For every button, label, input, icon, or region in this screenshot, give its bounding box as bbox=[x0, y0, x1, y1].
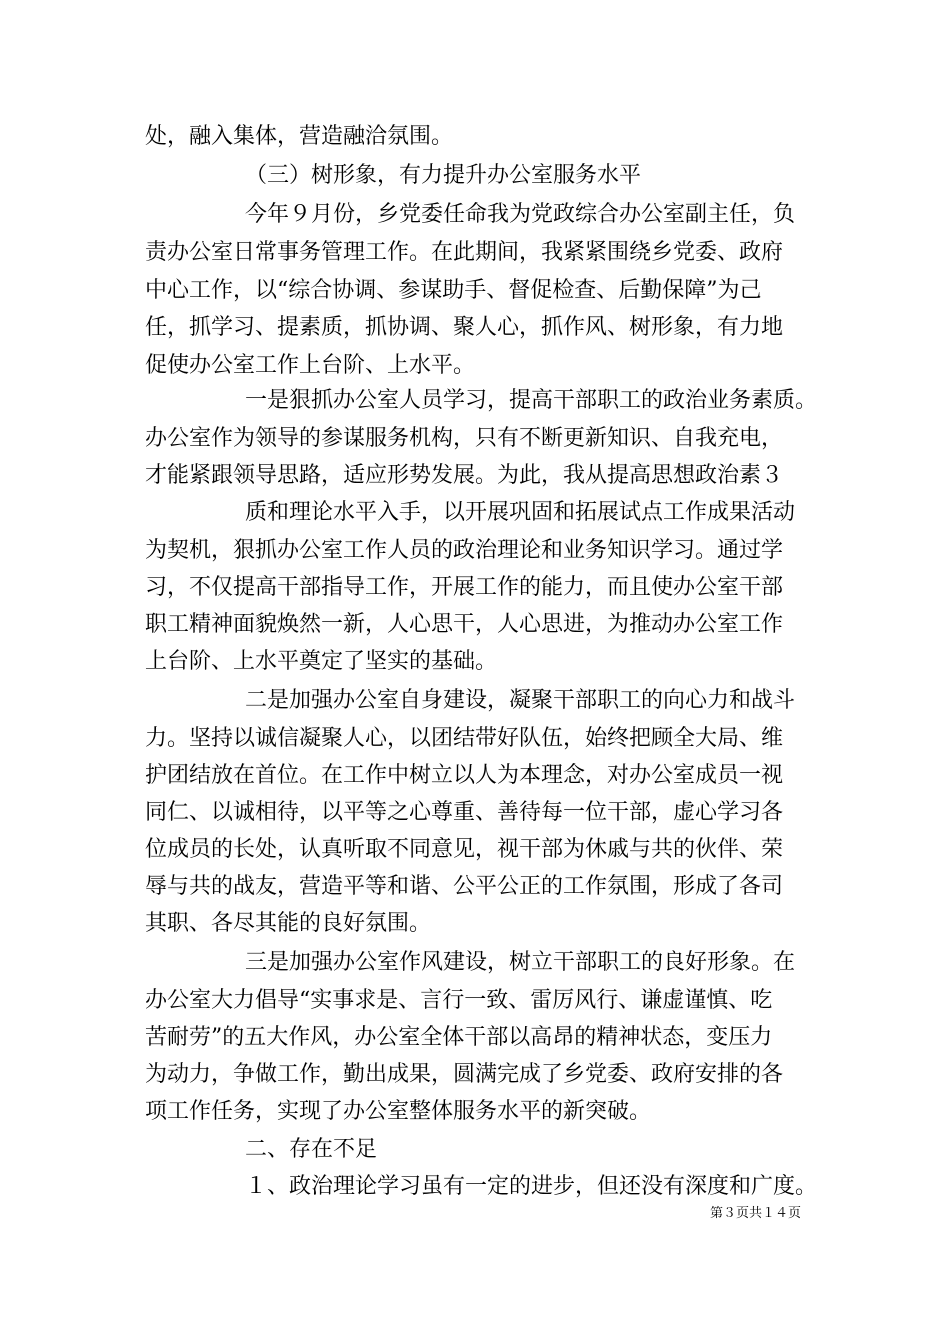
text-line: 处，融入集体，营造融洽氛围。 bbox=[145, 124, 454, 149]
text-line: 习，不仅提高干部指导工作，开展工作的能力，而且使办公室干部 bbox=[145, 575, 784, 600]
text-line: 责办公室日常事务管理工作。在此期间，我紧紧围绕乡党委、政府 bbox=[145, 240, 784, 265]
text-line: 三是加强办公室作风建设，树立干部职工的良好形象。在 bbox=[245, 950, 796, 975]
text-line: １、政治理论学习虽有一定的进步，但还没有深度和广度。 bbox=[245, 1174, 818, 1199]
section-heading: 二、存在不足 bbox=[245, 1137, 378, 1162]
text-line: 一是狠抓办公室人员学习，提高干部职工的政治业务素质。 bbox=[245, 388, 818, 413]
text-line: 办公室作为领导的参谋服务机构，只有不断更新知识、自我充电， bbox=[145, 426, 784, 451]
text-line: 为契机，狠抓办公室工作人员的政治理论和业务知识学习。通过学 bbox=[145, 538, 784, 563]
text-line: 辱与共的战友，营造平等和谐、公平公正的工作氛围，形成了各司 bbox=[145, 874, 784, 899]
text-line: 今年９月份，乡党委任命我为党政综合办公室副主任，负 bbox=[245, 202, 796, 227]
page-number-footer: 第３页共１４页 bbox=[710, 1206, 802, 1221]
text-line: 促使办公室工作上台阶、上水平。 bbox=[145, 353, 476, 378]
text-line: 位成员的长处，认真听取不同意见，视干部为休戚与共的伙伴、荣 bbox=[145, 837, 784, 862]
text-line: 上台阶、上水平奠定了坚实的基础。 bbox=[145, 649, 498, 674]
text-line: 质和理论水平入手，以开展巩固和拓展试点工作成果活动 bbox=[245, 500, 796, 525]
text-line: 办公室大力倡导“实事求是、言行一致、雷厉风行、谦虚谨慎、吃 bbox=[145, 988, 773, 1013]
text-line: 同仁、以诚相待，以平等之心尊重、善待每一位干部，虚心学习各 bbox=[145, 800, 784, 825]
text-line: 任，抓学习、提素质，抓协调、聚人心，抓作风、树形象，有力地 bbox=[145, 315, 784, 340]
text-line: 才能紧跟领导思路，适应形势发展。为此，我从提高思想政治素３ bbox=[145, 463, 784, 488]
text-line: 二是加强办公室自身建设，凝聚干部职工的向心力和战斗 bbox=[245, 688, 796, 713]
text-line: 其职、各尽其能的良好氛围。 bbox=[145, 911, 432, 936]
section-heading: （三）树形象，有力提升办公室服务水平 bbox=[245, 163, 642, 188]
text-line: 苦耐劳”的五大作风，办公室全体干部以高昂的精神状态，变压力 bbox=[145, 1025, 773, 1050]
text-line: 中心工作，以“综合协调、参谋助手、督促检查、后勤保障”为己 bbox=[145, 278, 762, 303]
text-line: 护团结放在首位。在工作中树立以人为本理念，对办公室成员一视 bbox=[145, 763, 784, 788]
text-line: 职工精神面貌焕然一新，人心思干，人心思进，为推动办公室工作 bbox=[145, 612, 784, 637]
text-line: 项工作任务，实现了办公室整体服务水平的新突破。 bbox=[145, 1099, 652, 1124]
text-line: 为动力，争做工作，勤出成果，圆满完成了乡党委、政府安排的各 bbox=[145, 1062, 784, 1087]
text-line: 力。坚持以诚信凝聚人心，以团结带好队伍，始终把顾全大局、维 bbox=[145, 726, 784, 751]
